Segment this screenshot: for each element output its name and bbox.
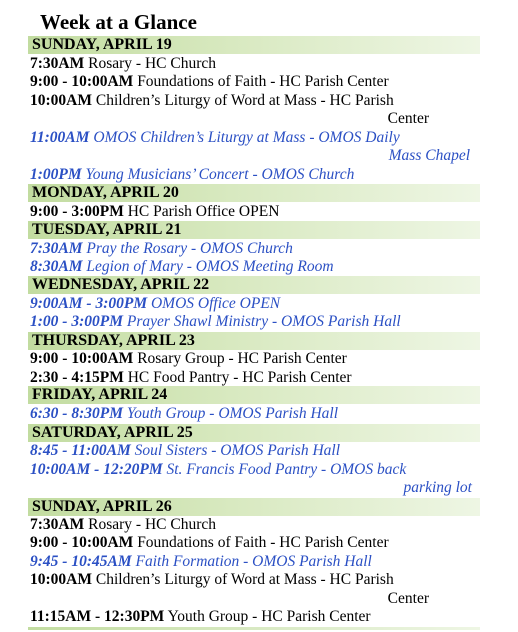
event-item (30, 553, 372, 571)
event-item (30, 461, 406, 479)
day-label: SUNDAY, APRIL 26 (32, 498, 172, 515)
event-text: Rosary - HC Church (88, 55, 216, 72)
event-continuation: parking lot (403, 479, 472, 496)
event-time: 11:00AM (30, 129, 90, 146)
event-item (30, 240, 293, 258)
event-text: Foundations of Faith - HC Parish Center (137, 73, 389, 90)
event-text: St. Francis Food Pantry - OMOS back (166, 461, 407, 478)
event-item (30, 295, 280, 313)
event-text: Rosary - HC Church (88, 516, 216, 533)
event-time: 8:30AM (30, 258, 83, 275)
event-text: Prayer Shawl Ministry - OMOS Parish Hall (126, 313, 401, 330)
event-time: 10:00AM (30, 92, 92, 109)
event-text: Pray the Rosary - OMOS Church (86, 240, 293, 257)
event-time: 7:30AM (30, 516, 85, 533)
day-header-monday-april-20 (28, 184, 480, 202)
event-item (30, 608, 371, 626)
event-item (30, 92, 394, 110)
event-time: 7:30AM (30, 240, 83, 257)
event-time: 9:45 - 10:45AM (30, 553, 132, 570)
event-item (30, 571, 394, 589)
day-header-tuesday-april-21 (28, 221, 480, 239)
event-item (30, 166, 354, 184)
day-label: WEDNESDAY, APRIL 22 (32, 276, 210, 293)
event-item (30, 73, 389, 91)
event-item (30, 203, 279, 221)
event-text: Rosary Group - HC Parish Center (137, 350, 347, 367)
event-text: Soul Sisters - OMOS Parish Hall (134, 442, 340, 459)
event-continuation: Center (387, 590, 429, 607)
day-header-wednesday-april-22 (28, 276, 480, 294)
event-text: Youth Group - HC Parish Center (167, 608, 371, 625)
day-label: THURSDAY, APRIL 23 (32, 332, 195, 349)
event-time: 1:00 - 3:00PM (30, 313, 123, 330)
event-time: 7:30AM (30, 55, 85, 72)
event-time: 1:00PM (30, 166, 82, 183)
day-label: FRIDAY, APRIL 24 (32, 386, 168, 403)
event-text: HC Food Pantry - HC Parish Center (127, 369, 352, 386)
event-item (30, 516, 216, 534)
event-item (30, 55, 216, 73)
event-item (30, 258, 334, 276)
event-time: 9:00 - 3:00PM (30, 203, 124, 220)
event-item (30, 129, 400, 147)
day-header-thursday-april-23 (28, 332, 480, 350)
event-item (30, 313, 401, 331)
event-time: 9:00 - 10:00AM (30, 350, 134, 367)
event-item (30, 350, 347, 368)
event-item (30, 534, 389, 552)
event-item (30, 405, 338, 423)
day-label: SATURDAY, APRIL 25 (32, 424, 193, 441)
day-label: MONDAY, APRIL 20 (32, 184, 179, 201)
event-time: 10:00AM - 12:20PM (30, 461, 163, 478)
event-continuation: Center (387, 110, 429, 127)
event-continuation: Mass Chapel (388, 147, 470, 164)
event-time: 10:00AM (30, 571, 92, 588)
day-header-saturday-april-25 (28, 424, 480, 442)
event-text: HC Parish Office OPEN (127, 203, 280, 220)
event-time: 8:45 - 11:00AM (30, 442, 131, 459)
event-text: Youth Group - OMOS Parish Hall (126, 405, 339, 422)
event-time: 9:00 - 10:00AM (30, 534, 134, 551)
event-time: 6:30 - 8:30PM (30, 405, 123, 422)
bottom-divider (28, 627, 480, 630)
event-text: OMOS Children’s Liturgy at Mass - OMOS Daily (93, 129, 400, 146)
day-header-friday-april-24 (28, 386, 480, 404)
event-time: 9:00AM - 3:00PM (30, 295, 148, 312)
day-label: SUNDAY, APRIL 19 (32, 36, 172, 53)
event-text: Children’s Liturgy of Word at Mass - HC Parish (95, 92, 394, 109)
event-text: Children’s Liturgy of Word at Mass - HC Parish (95, 571, 394, 588)
event-text: Legion of Mary - OMOS Meeting Room (86, 258, 334, 275)
event-text: Faith Formation - OMOS Parish Hall (135, 553, 372, 570)
day-label: TUESDAY, APRIL 21 (32, 221, 182, 238)
event-text: Young Musicians’ Concert - OMOS Church (85, 166, 355, 183)
event-item (30, 369, 352, 387)
event-text: OMOS Office OPEN (150, 295, 281, 312)
event-time: 2:30 - 4:15PM (30, 369, 124, 386)
event-item (30, 442, 340, 460)
page-title: Week at a Glance (40, 10, 197, 34)
event-time: 11:15AM - 12:30PM (30, 608, 165, 625)
event-time: 9:00 - 10:00AM (30, 73, 134, 90)
event-text: Foundations of Faith - HC Parish Center (137, 534, 389, 551)
day-header-sunday-april-19 (28, 36, 480, 54)
day-header-sunday-april-26 (28, 498, 480, 516)
